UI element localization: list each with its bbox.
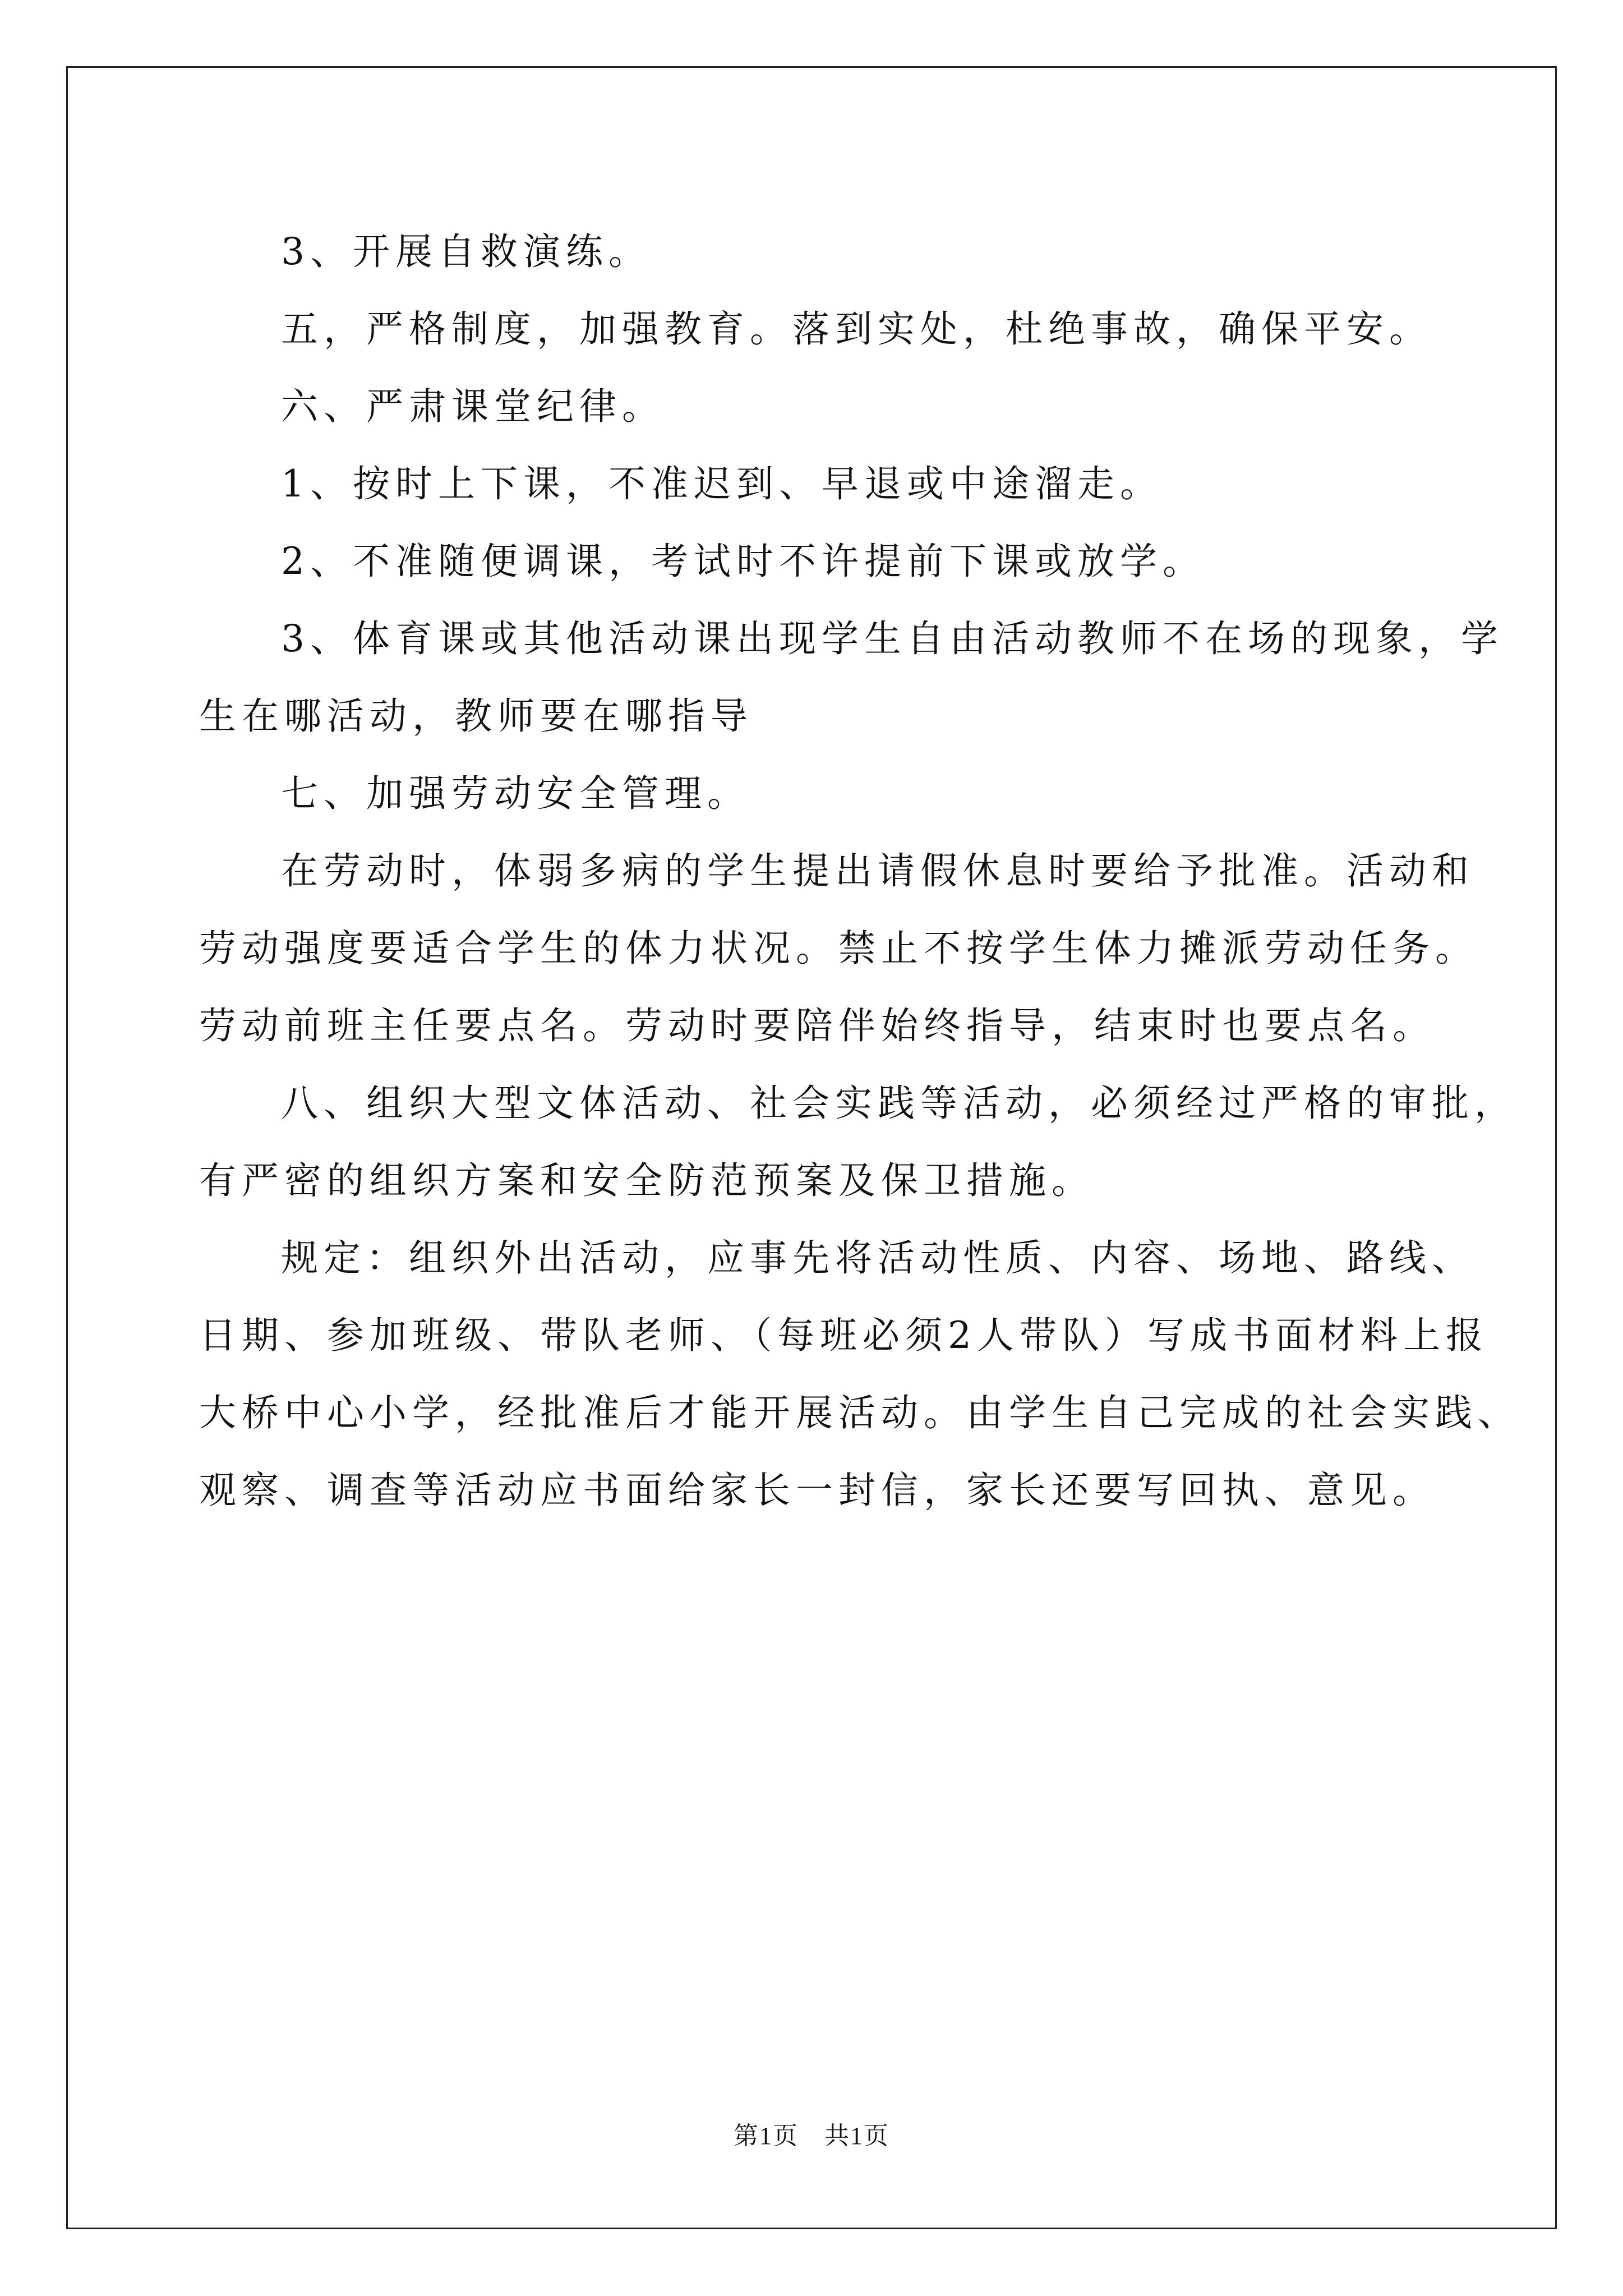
paragraph-p3 xyxy=(199,368,1455,445)
page-number-footer: 第1页 共1页 xyxy=(734,2122,889,2150)
text-line: 日期、参加班级、带队老师、（每班必须2人带队）写成书面材料上报 xyxy=(199,1314,1488,1357)
paragraph-p6 xyxy=(199,600,1504,755)
text-line: 七、加强劳动安全管理。 xyxy=(281,772,750,815)
text-line: 生在哪活动，教师要在哪指导 xyxy=(199,694,753,738)
text-line: 规定：组织外出活动，应事先将活动性质、内容、场地、路线、 xyxy=(281,1236,1474,1280)
text-line: 八、组织大型文体活动、社会实践等活动，必须经过严格的审批， xyxy=(281,1082,1517,1125)
paragraph-p9 xyxy=(199,1065,1517,1220)
text-line: 3、开展自救演练。 xyxy=(281,230,651,273)
text-line: 六、严肃课堂纪律。 xyxy=(281,385,665,428)
text-line: 劳动强度要适合学生的体力状况。禁止不按学生体力摊派劳动任务。 xyxy=(199,927,1478,970)
text-line: 大桥中心小学，经批准后才能开展活动。由学生自己完成的社会实践、 xyxy=(199,1391,1520,1434)
paragraph-p7 xyxy=(199,755,1455,832)
text-line: 观察、调查等活动应书面给家长一封信，家长还要写回执、意见。 xyxy=(199,1469,1435,1512)
text-line: 在劳动时，体弱多病的学生提出请假休息时要给予批准。活动和 xyxy=(281,849,1474,892)
paragraph-p5 xyxy=(199,523,1455,600)
text-line: 劳动前班主任要点名。劳动时要陪伴始终指导，结束时也要点名。 xyxy=(199,1004,1435,1047)
text-line: 3、体育课或其他活动课出现学生自由活动教师不在场的现象，学 xyxy=(281,617,1504,660)
text-line: 有严密的组织方案和安全防范预案及保卫措施。 xyxy=(199,1159,1094,1202)
paragraph-p1 xyxy=(199,213,1455,291)
paragraph-p10 xyxy=(199,1220,1520,1529)
paragraph-p2 xyxy=(199,291,1455,368)
text-line: 五，严格制度，加强教育。落到实处，杜绝事故，确保平安。 xyxy=(281,307,1432,351)
document-body xyxy=(199,213,1520,1529)
text-line: 1、按时上下课，不准迟到、早退或中途溜走。 xyxy=(281,462,1163,505)
paragraph-p8 xyxy=(199,832,1478,1065)
text-line: 2、不准随便调课，考试时不许提前下课或放学。 xyxy=(281,540,1205,583)
paragraph-p4 xyxy=(199,445,1455,523)
